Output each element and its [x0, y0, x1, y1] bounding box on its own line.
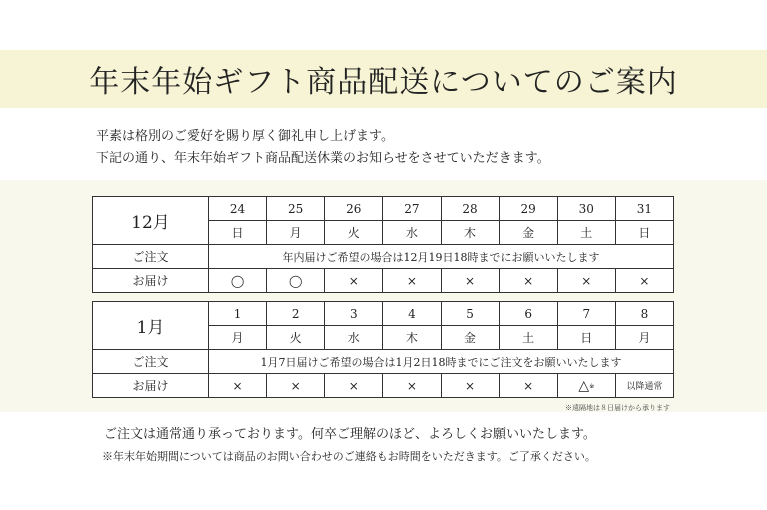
delivery-status: × [499, 269, 557, 293]
intro-text [96, 126, 550, 170]
december-calendar [92, 196, 674, 293]
remote-area-note: ※遠隔地は８日届けから承ります [565, 404, 670, 412]
weekday-cell: 金 [441, 326, 499, 350]
date-cell: 5 [441, 302, 499, 326]
weekday-cell: 木 [441, 221, 499, 245]
weekday-cell: 金 [499, 221, 557, 245]
order-row-label: ご注文 [93, 245, 209, 269]
weekday-cell: 月 [209, 326, 267, 350]
delivery-status: 以降通常 [615, 374, 673, 398]
weekday-cell: 土 [499, 326, 557, 350]
triangle-mark: △ [578, 377, 590, 394]
footer-text [104, 424, 596, 468]
delivery-row-label: お届け [93, 269, 209, 293]
date-cell: 26 [325, 197, 383, 221]
delivery-row-label: お届け [93, 374, 209, 398]
weekday-cell: 日 [557, 326, 615, 350]
date-cell: 7 [557, 302, 615, 326]
order-deadline-note: 1月7日届けご希望の場合は1月2日18時までにご注文をお願いいたします [209, 350, 674, 374]
delivery-status: × [441, 374, 499, 398]
date-cell: 4 [383, 302, 441, 326]
delivery-status: × [557, 269, 615, 293]
delivery-status: × [325, 374, 383, 398]
date-cell: 30 [557, 197, 615, 221]
delivery-status: ◯ [209, 269, 267, 293]
footer-line-1: ご注文は通常通り承っております。何卒ご理解のほど、よろしくお願いいたします。 [104, 427, 596, 442]
weekday-cell: 火 [325, 221, 383, 245]
triangle-footnote-mark: ※ [589, 382, 595, 390]
delivery-status: × [383, 374, 441, 398]
month-label: 1月 [93, 302, 209, 350]
weekday-cell: 木 [383, 326, 441, 350]
page-title: 年末年始ギフト商品配送についてのご案内 [89, 65, 678, 100]
date-cell: 25 [267, 197, 325, 221]
intro-line-2: 下記の通り、年末年始ギフト商品配送休業のお知らせをさせていただきます。 [96, 151, 550, 166]
order-deadline-note: 年内届けご希望の場合は12月19日18時までにお願いいたします [209, 245, 674, 269]
title-band [0, 50, 767, 108]
footer-line-2: ※年末年始期間については商品のお問い合わせのご連絡もお時間をいただきます。ご了承ください。 [102, 450, 596, 463]
month-label: 12月 [93, 197, 209, 245]
date-cell: 1 [209, 302, 267, 326]
weekday-cell: 日 [209, 221, 267, 245]
weekday-cell: 水 [325, 326, 383, 350]
weekday-cell: 土 [557, 221, 615, 245]
weekday-cell: 月 [267, 221, 325, 245]
date-cell: 6 [499, 302, 557, 326]
date-cell: 24 [209, 197, 267, 221]
intro-line-1: 平素は格別のご愛好を賜り厚く御礼申し上げます。 [96, 129, 394, 144]
order-row-label: ご注文 [93, 350, 209, 374]
date-cell: 27 [383, 197, 441, 221]
weekday-cell: 月 [615, 326, 673, 350]
weekday-cell: 日 [615, 221, 673, 245]
delivery-status: × [441, 269, 499, 293]
weekday-cell: 火 [267, 326, 325, 350]
date-cell: 2 [267, 302, 325, 326]
january-calendar [92, 301, 674, 398]
date-cell: 29 [499, 197, 557, 221]
delivery-status: ◯ [267, 269, 325, 293]
date-cell: 31 [615, 197, 673, 221]
date-cell: 8 [615, 302, 673, 326]
delivery-status: × [209, 374, 267, 398]
delivery-status: × [383, 269, 441, 293]
date-cell: 3 [325, 302, 383, 326]
delivery-status-triangle [557, 374, 615, 398]
delivery-status: × [499, 374, 557, 398]
delivery-status: × [615, 269, 673, 293]
date-cell: 28 [441, 197, 499, 221]
delivery-status: × [325, 269, 383, 293]
weekday-cell: 水 [383, 221, 441, 245]
delivery-status: × [267, 374, 325, 398]
